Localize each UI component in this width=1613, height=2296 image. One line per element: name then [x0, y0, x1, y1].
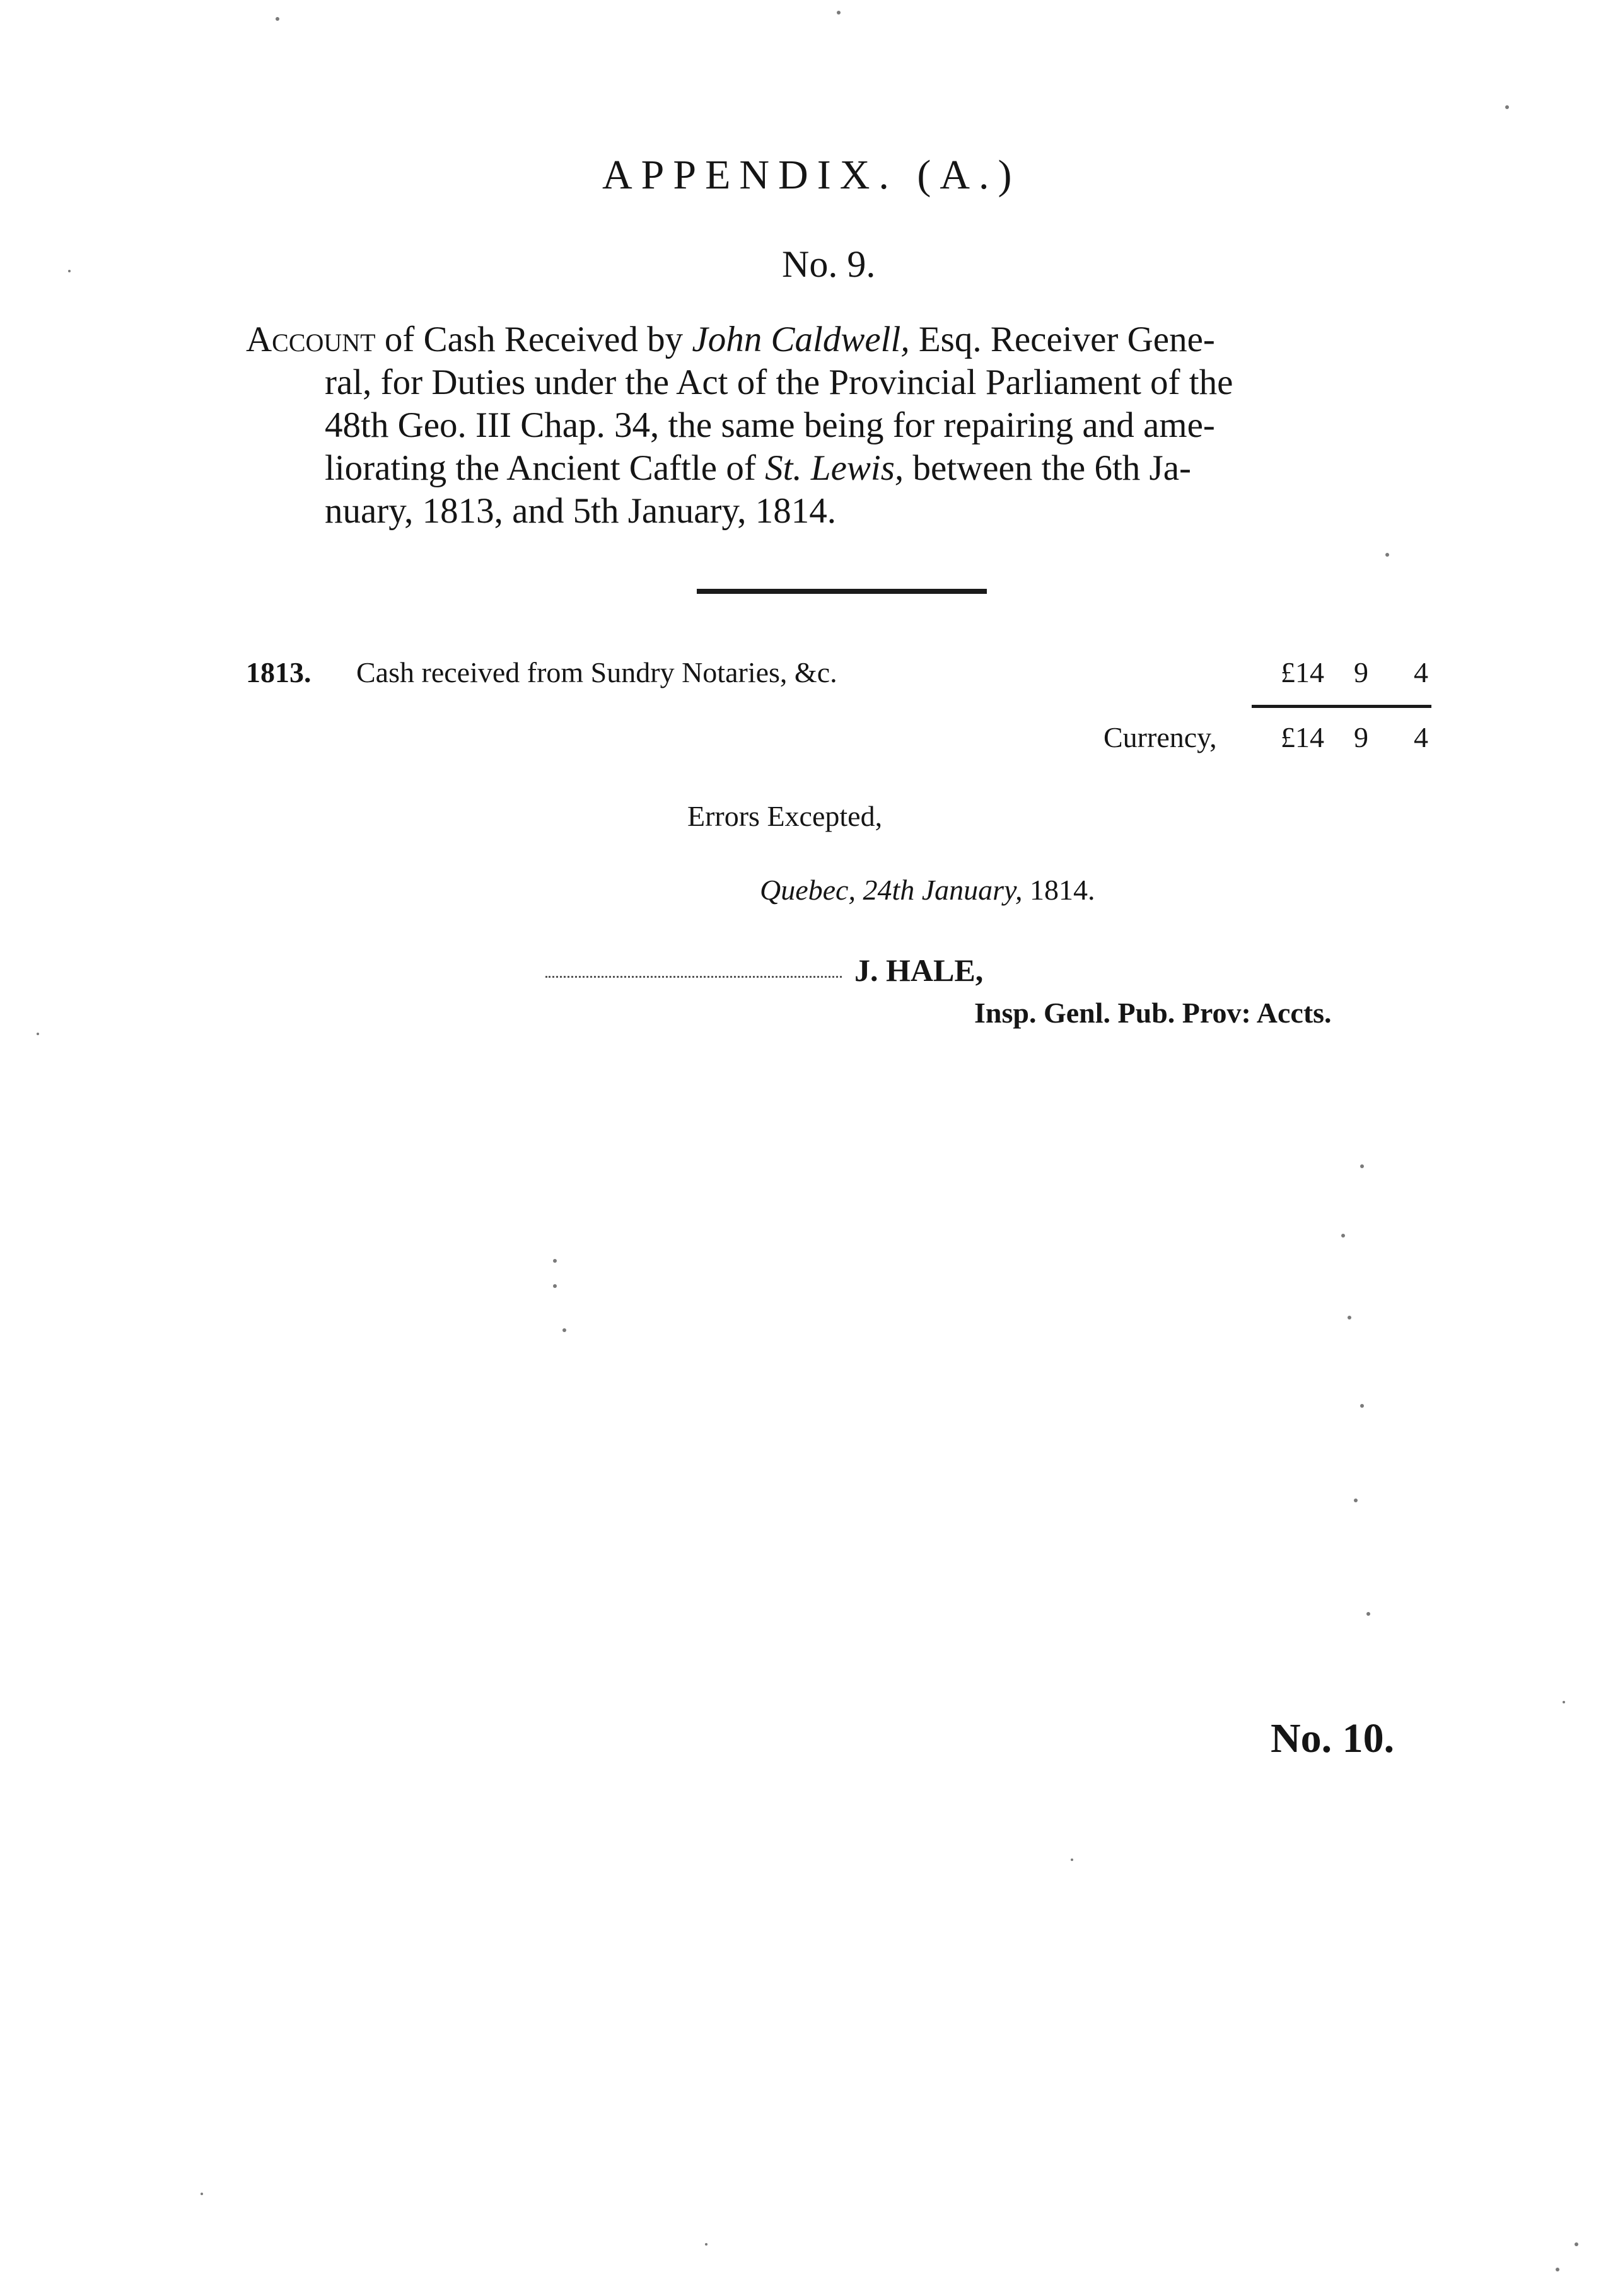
- account-line-4: [246, 447, 1444, 490]
- entry-pence: 4: [1414, 656, 1428, 688]
- account-text-1-end: Esq. Receiver Gene-: [909, 320, 1215, 359]
- appendix-title: APPENDIX. (A.): [602, 152, 1021, 198]
- signatory-name: J. HALE,: [854, 953, 984, 988]
- account-line-2: ral, for Duties under the Act of the Provincial Parliament of the: [325, 362, 1233, 402]
- place-date: [760, 873, 1095, 907]
- signatory-title: Insp. Genl. Pub. Prov: Accts.: [974, 997, 1332, 1029]
- place-date-year: 1814.: [1022, 874, 1095, 906]
- account-text-1: of Cash Received by: [375, 320, 692, 359]
- account-text-4-end: between the 6th Ja-: [904, 448, 1192, 488]
- place-date-text: Quebec, 24th January,: [760, 874, 1023, 906]
- total-pence: 4: [1414, 721, 1428, 753]
- errors-excepted: Errors Excepted,: [687, 800, 883, 832]
- document-number: No. 9.: [782, 243, 876, 285]
- signature-dotted-rule: [545, 976, 842, 978]
- section-divider: [697, 589, 987, 594]
- account-line-1: [246, 318, 1444, 361]
- account-line-3: 48th Geo. III Chap. 34, the same being for repairing and ame-: [325, 405, 1215, 445]
- account-paragraph: [246, 318, 1444, 533]
- entry-pounds: £14: [1281, 656, 1324, 688]
- currency-label: Currency,: [1103, 721, 1217, 753]
- entry-shillings: 9: [1354, 656, 1368, 688]
- catchword: No. 10.: [1271, 1715, 1395, 1761]
- account-label: Account: [246, 320, 376, 359]
- account-line-5: nuary, 1813, and 5th January, 1814.: [325, 491, 837, 531]
- account-text-4: liorating the Ancient Caftle of: [325, 448, 766, 488]
- total-rule: [1252, 705, 1431, 708]
- entry-description: Cash received from Sundry Notaries, &c.: [356, 656, 837, 688]
- castle-name: St. Lewis,: [765, 448, 904, 488]
- receiver-name: John Caldwell,: [692, 320, 910, 359]
- entry-year: 1813.: [246, 656, 312, 688]
- total-shillings: 9: [1354, 721, 1368, 753]
- total-pounds: £14: [1281, 721, 1324, 753]
